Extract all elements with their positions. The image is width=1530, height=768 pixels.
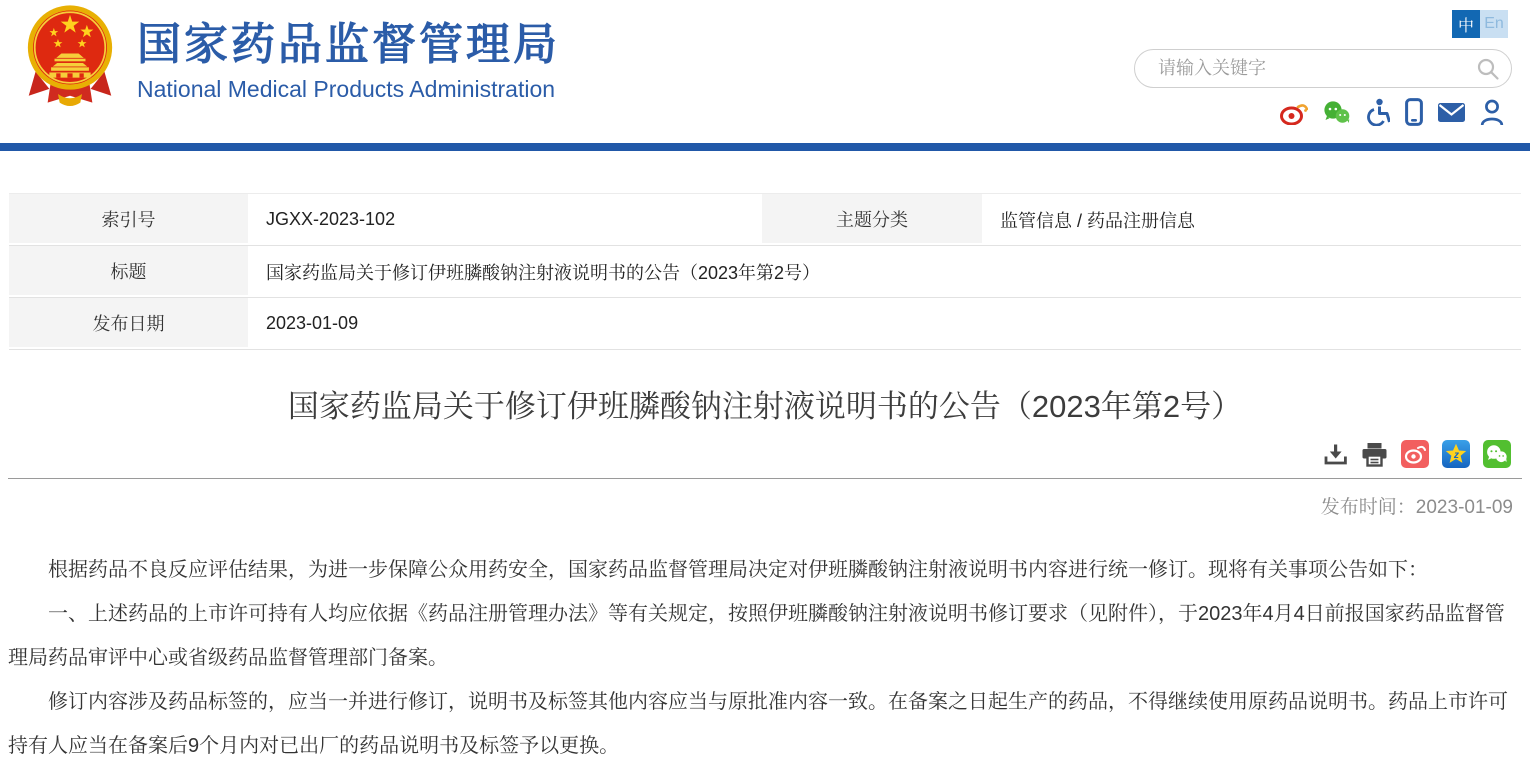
article-paragraph: 一、上述药品的上市许可持有人均应依据《药品注册管理办法》等有关规定，按照伊班膦酸钠注射液说明书修订要求（见附件），于2023年4月4日前报国家药品监督管理局药品审评中心或省级药品监督管理部门备案。 <box>8 603 1505 669</box>
lang-chinese-button[interactable]: 中 <box>1452 10 1480 38</box>
site-logo-text <box>137 21 560 103</box>
meta-row-title <box>9 246 1521 298</box>
search-icon[interactable] <box>1471 52 1505 86</box>
share-weibo-icon[interactable] <box>1401 440 1429 468</box>
document-meta-table <box>9 193 1521 350</box>
national-emblem-logo <box>27 4 113 110</box>
mobile-icon[interactable] <box>1405 98 1423 126</box>
accessibility-icon[interactable] <box>1366 98 1390 126</box>
print-icon[interactable] <box>1361 442 1388 467</box>
index-number-label: 索引号 <box>9 194 250 245</box>
title-divider-line <box>8 478 1522 479</box>
index-number-value: JGXX-2023-102 <box>266 209 396 229</box>
site-subtitle: National Medical Products Administration <box>137 76 556 103</box>
share-wechat-icon[interactable] <box>1483 440 1511 468</box>
meta-row-date <box>9 298 1521 350</box>
article-paragraph: 修订内容涉及药品标签的，应当一并进行修订，说明书及标签其他内容应当与原批准内容一致。在备案之日起生产的药品，不得继续使用原药品说明书。药品上市许可持有人应当在备案后9个月内对已出厂的药品说明书及标签予以更换。 <box>8 691 1508 757</box>
publish-time <box>0 492 1513 519</box>
category-label: 主题分类 <box>762 194 984 245</box>
download-icon[interactable] <box>1323 442 1348 467</box>
user-icon[interactable] <box>1480 99 1504 126</box>
title-value: 国家药监局关于修订伊班膦酸钠注射液说明书的公告（2023年第2号） <box>266 262 821 283</box>
search-box <box>1134 49 1512 88</box>
svg-text:z: z <box>1453 450 1460 462</box>
title-label: 标题 <box>9 246 250 297</box>
site-header <box>0 0 1530 143</box>
weibo-icon[interactable] <box>1280 100 1308 125</box>
share-qzone-icon[interactable] <box>1442 440 1470 468</box>
site-title: 国家药品监督管理局 <box>137 20 560 69</box>
publish-time-value: 2023-01-09 <box>1415 497 1513 518</box>
search-input[interactable] <box>1135 57 1471 80</box>
mail-icon[interactable] <box>1438 103 1465 122</box>
category-value: 监管信息 / 药品注册信息 <box>1000 210 1196 231</box>
header-icon-row <box>1280 98 1504 126</box>
language-switch <box>1452 10 1508 38</box>
lang-english-button[interactable]: En <box>1480 10 1508 38</box>
publish-date-value: 2023-01-09 <box>266 313 359 333</box>
header-divider-bar <box>0 143 1530 151</box>
publish-time-label: 发布时间： <box>1320 497 1416 518</box>
article-toolbar <box>0 440 1511 468</box>
article-paragraph: 根据药品不良反应评估结果，为进一步保障公众用药安全，国家药品监督管理局决定对伊班膦酸钠注射液说明书内容进行统一修订。现将有关事项公告如下： <box>48 559 1428 581</box>
wechat-icon[interactable] <box>1323 100 1351 125</box>
article-body <box>8 548 1522 768</box>
article-title: 国家药监局关于修订伊班膦酸钠注射液说明书的公告（2023年第2号） <box>287 389 1243 424</box>
meta-row-index-category <box>9 194 1521 246</box>
publish-date-label: 发布日期 <box>9 298 250 349</box>
